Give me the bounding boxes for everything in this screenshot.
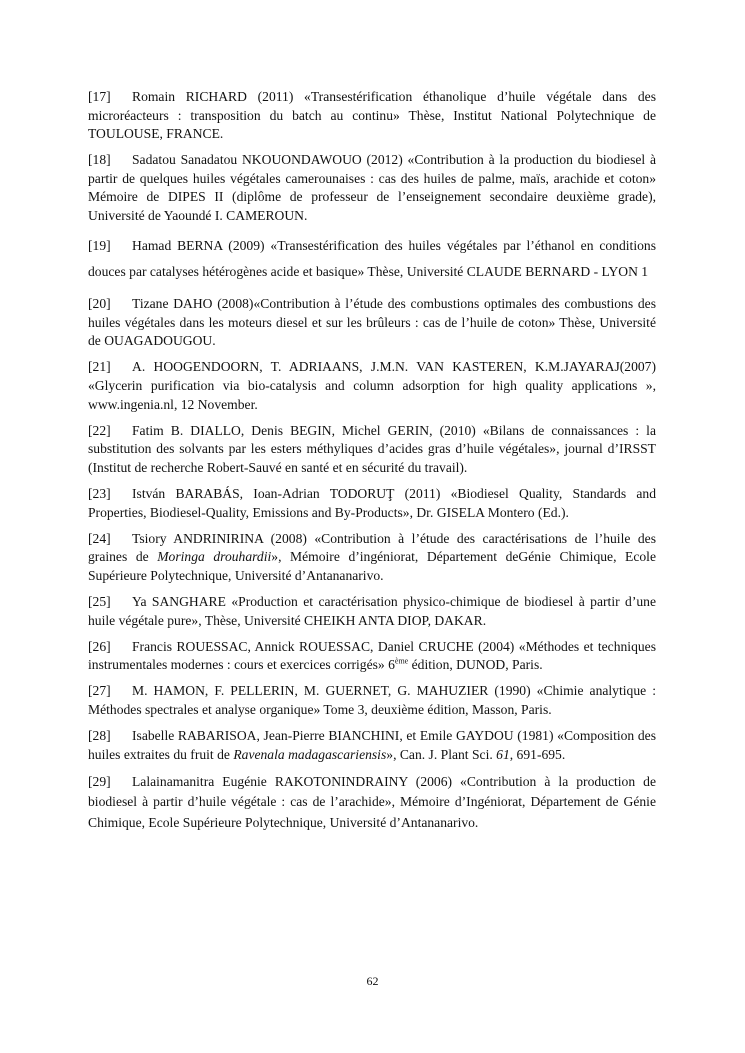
reference-text: Sadatou Sanadatou NKOUONDAWOUO (2012) «Contribution à la production du biodiesel à partir de quelques huiles végétales camerounaises : cas des huiles de palme, maïs, arachide et coton» Mémoire de DIPES II (diplôme de professeur de l’enseignement secondaire deuxième grade), Université de Yaoundé I. CAMEROUN. — [88, 152, 656, 224]
reference-20 — [88, 295, 656, 351]
edition-superscript: ème — [394, 656, 409, 666]
reference-text: M. HAMON, F. PELLERIN, M. GUERNET, G. MAHUZIER (1990) «Chimie analytique : Méthodes spectrales et analyse organique» Tome 3, deuxième édition, Masson, Paris. — [88, 683, 656, 717]
reference-18 — [88, 151, 656, 225]
reference-number: [25] — [88, 593, 111, 609]
reference-number: [21] — [88, 359, 111, 375]
reference-number: [18] — [88, 152, 111, 168]
reference-24 — [88, 530, 656, 586]
species-name: Moringa drouhardii — [157, 549, 272, 565]
reference-text-post: , 691-695. — [509, 746, 566, 762]
reference-28 — [88, 727, 656, 764]
reference-text: Hamad BERNA (2009) «Transestérification des huiles végétales par l’éthanol en conditions douces par catalyses hétérogènes acide et basique» Thèse, Université CLAUDE BERNARD - LYON 1 — [88, 238, 656, 280]
reference-21 — [88, 358, 656, 414]
volume-number: 61 — [496, 746, 510, 762]
reference-text: Tizane DAHO (2008)«Contribution à l’étude des combustions optimales des combustions des huiles végétales dans les moteurs diesel et sur les brûleurs : cas de l’huile de coton» Thèse, Université de OUAGADOUGOU. — [88, 296, 656, 349]
reference-17 — [88, 88, 656, 144]
reference-number: [28] — [88, 728, 111, 744]
reference-number: [17] — [88, 89, 111, 104]
reference-19 — [88, 233, 656, 285]
reference-26 — [88, 638, 656, 675]
reference-text-pre: Isabelle RABARISOA, Jean-Pierre BIANCHINI, et Emile GAYDOU (1981) «Composition des huiles extraites du fruit de — [88, 728, 656, 762]
reference-22 — [88, 422, 656, 478]
reference-text-pre: Francis ROUESSAC, Annick ROUESSAC, Daniel CRUCHE (2004) «Méthodes et techniques instrumentales modernes : cours et exercices corrigés» 6 — [88, 638, 656, 673]
reference-text-mid: », Can. J. Plant Sci. — [386, 746, 497, 762]
reference-text-post: édition, DUNOD, Paris. — [408, 657, 543, 673]
reference-number: [27] — [88, 683, 111, 699]
reference-text: Lalainamanitra Eugénie RAKOTONINDRAINY (2006) «Contribution à la production de biodiesel à partir d’huile végétale : cas de l’arachide», Mémoire d’Ingéniorat, Département de Génie Chimique, Ecole Supérieure Polytechnique, Université d’Antananarivo. — [88, 773, 656, 830]
page-number: 62 — [366, 974, 379, 988]
reference-text: István BARABÁS, Ioan-Adrian TODORUŢ (2011) «Biodiesel Quality, Standards and Properties, Biodiesel-Quality, Emissions and By-Products», Dr. GISELA Montero (Ed.). — [88, 486, 656, 520]
reference-text: Ya SANGHARE «Production et caractérisation physico-chimique de biodiesel à partir d’une huile végétale pure», Thèse, Université CHEIKH ANTA DIOP, DAKAR. — [88, 593, 656, 628]
reference-27 — [88, 682, 656, 719]
reference-25 — [88, 593, 656, 630]
reference-23 — [88, 485, 656, 522]
reference-number: [20] — [88, 296, 111, 312]
reference-number: [26] — [88, 638, 111, 654]
reference-text: A. HOOGENDOORN, T. ADRIAANS, J.M.N. VAN KASTEREN, K.M.JAYARAJ(2007) «Glycerin purification via bio-catalysis and column adsorption for high quality applications », www.ingenia.nl, 12 November. — [88, 359, 656, 412]
reference-number: [19] — [88, 238, 111, 254]
reference-number: [29] — [88, 773, 111, 789]
reference-text-pre: Tsiory ANDRINIRINA (2008) «Contribution à l’étude des caractérisations de l’huile des graines de — [88, 530, 656, 565]
reference-number: [22] — [88, 422, 111, 438]
reference-list — [88, 88, 656, 841]
reference-text: Fatim B. DIALLO, Denis BEGIN, Michel GERIN, (2010) «Bilans de connaissances : la substitution des solvants par les esters méthyliques d’acides gras d’huile végétales», journal d’IRSST (Institut de recherche Robert-Sauvé en santé et en sécurité du travail). — [88, 422, 656, 475]
reference-29 — [88, 772, 656, 834]
reference-number: [23] — [88, 486, 111, 501]
reference-text: Romain RICHARD (2011) «Transestérification éthanolique d’huile végétale dans des microréacteurs : transposition du batch au continu» Thèse, Institut National Polytechnique de TOULOUSE, FRANCE. — [88, 89, 656, 142]
species-name: Ravenala madagascariensis — [233, 746, 387, 762]
reference-number: [24] — [88, 530, 111, 546]
reference-text-post: », Mémoire d’ingéniorat, Département deGénie Chimique, Ecole Supérieure Polytechnique, Université d’Antananarivo. — [88, 549, 656, 583]
